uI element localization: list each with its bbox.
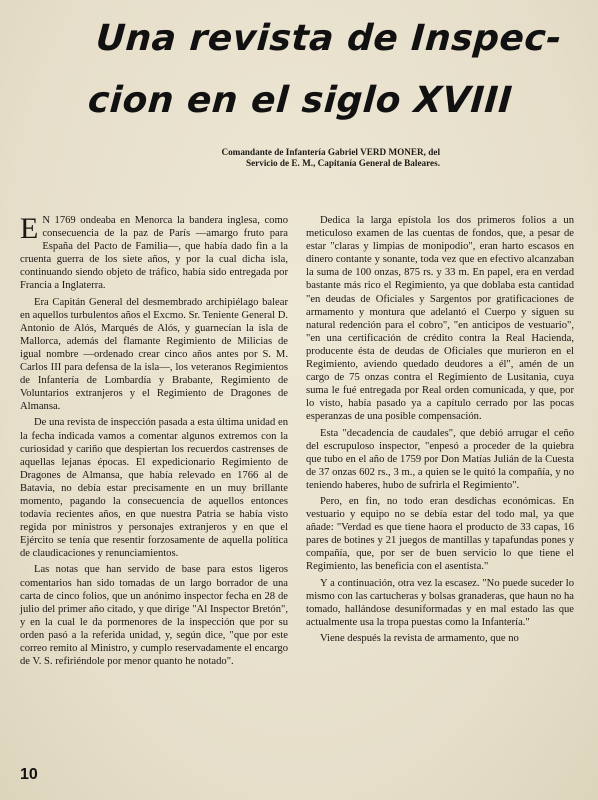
paragraph-3: De una revista de inspección pasada a esta última unidad en la fecha indicada vamos a comentar algunos extremos con la curiosidad y cariño que despiertan los recuerdos castrenses de aquellas lejanas épocas. El expedicionario Regimiento de Dragones de Almansa, que había relevado en 1766 al de Batavia, no debía estar precisamente en un muy brillante momento, pagando la consecuencia de aquellos entonces todavía recientes años, en que nuestra Patria se había visto regida por ministros y personajes extranjeros y en que el Ejército se tenía que resentir forzosamente de aquella política de claudicaciones y renunciamientos. [20,417,288,560]
left-column [20,214,288,671]
byline-line-1: Comandante de Infantería Gabriel VERD MONER, del [221,147,440,157]
author-byline [150,147,440,169]
paragraph-7: Pero, en fin, no todo eran desdichas económicas. En vestuario y equipo no se debía estar del todo mal, ya que añade: "Verdad es que tiene haora el producto de 33 capas, 16 pares de botines y 21 juegos de mantillas y tapafundas pones y compañía, que, por ser de buen servicio lo que tiene el Regimiento, las beneficia con el asentista." [306,495,574,573]
paragraph-4: Las notas que han servido de base para estos ligeros comentarios han sido tomadas de un largo borrador de una carta de cinco folios, que un anónimo inspector fecha en 28 de julio del primer año citado, y que dirige "Al Inspector Bretón", y en la cual le da pormenores de la inspección que por su orden pasó a la referida unidad, y, según dice, "que por este correo remito al Ministro, y cumplo reservadamente el encargo de V. S. refiriéndole por menor quanto he notado". [20,564,288,668]
paragraph-8: Y a continuación, otra vez la escasez. "No puede suceder lo mismo con las cartucheras y bolsas granaderas, que haun no ha tomado, hallándose desuniformadas y en mal estado las que actualmente usa la tropa puestas como la Infantería." [306,577,574,628]
byline-line-2: Servicio de E. M., Capitanía General de Baleares. [245,158,440,168]
paragraph-6: Esta "decadencia de caudales", que debió arrugar el ceño del escrupuloso inspector, "enpesó a proceder de la quiebra que tubo en el año de 1759 por Don Matías Julián de la Cuesta de 37 onzas 602 rs., 3 m., a quien se le quitó la compañía, y no teniendo haberes, hubo de sufrirla el Regimiento". [306,427,574,491]
article-title-line-1: Una revista de Inspec- [94,18,564,59]
page-number: 10 [20,766,38,783]
paragraph-5: Dedica la larga epístola los dos primeros folios a un meticuloso examen de las cuentas de fondos, que, a pesar de estar "claras y limpias de monipodio", eran harto escasos en dinero contante y sonante, toda vez que en efectivo alcanzaban la suma de 100 onzas, 875 rs. y 33 m. En papel, era en verdad bastante más rico el Regimiento, ya que doblaba esta cantidad "en deudas de Oficiales y Sargentos por gratificaciones de armamento y montura que adelantó el Cuerpo y siguen su natural redención para el cobro", "en anticipos de vestuario", "en una certificación de crédito contra la Real Hacienda, producente ésta de deudas de Oficiales que murieron en el Regimiento, aviendo quedado deudores a él", amén de un cargo de 75 onzas contra el Regimiento de Lusitania, cuya suma le fué entregada por Real orden comunicada, y que, por lo visto, había pasado ya a capítulo cerrado por las pocas esperanzas de una posible compensación. [306,215,574,423]
right-column [306,214,574,648]
paragraph-2: Era Capitán General del desmembrado archipiélago balear en aquellos turbulentos años el Excmo. Sr. Teniente General D. Antonio de Alós, Marqués de Alós, y guarnecían la isla de Mallorca, además del flamante Regimiento de Milicias de igual nombre —ordenado crear cinco años antes por S. M. Carlos III para defensa de la isla—, los veteranos Regimientos de Infantería de Lombardía y Brabante, Regimiento de Voluntarios extranjeros y el Regimiento de Dragones de Almansa. [20,296,288,413]
drop-cap: E [20,212,39,245]
paragraph-9: Viene después la revista de armamento, que no [320,632,519,644]
paragraph-1-text: N 1769 ondeaba en Menorca la bandera inglesa, como consecuencia de la paz de París —amargo fruto para España del Pacto de Familia—, que había dado fin a la cruenta guerra de los siete años, y por la cual dicha isla, continuando siendo objeto de tráfico, había sido entregada por Francia a Inglaterra. [20,215,288,292]
article-title-line-2: cion en el siglo XVIII [86,80,514,121]
paragraph-1 [20,214,288,293]
